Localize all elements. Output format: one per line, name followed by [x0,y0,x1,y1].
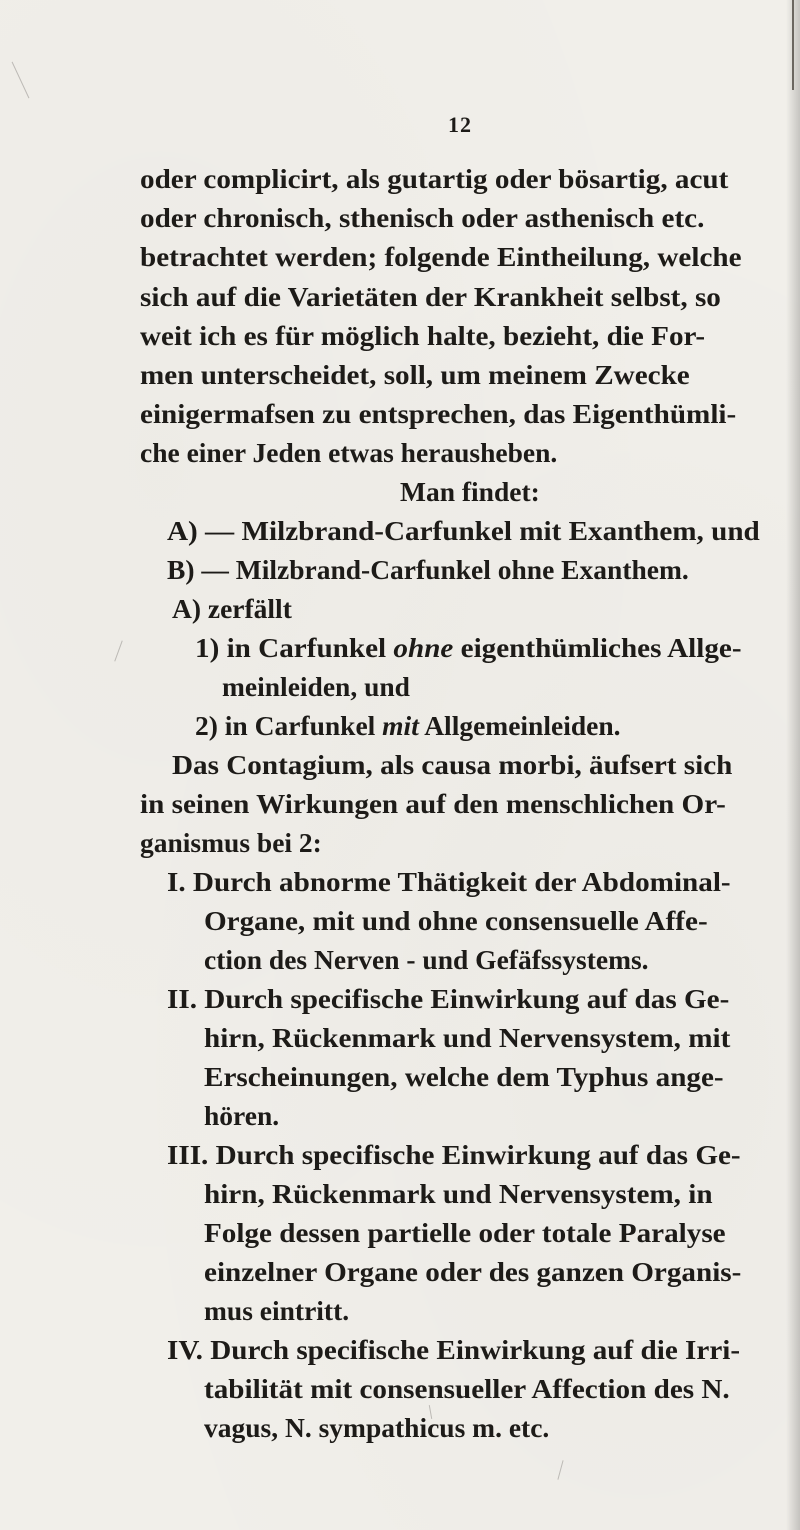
text-line [140,400,736,428]
text-line [140,165,728,193]
text-segment: ction des Nerven - und Gefäfssystems. [204,944,649,975]
text-segment: Allgemeinleiden. [418,710,621,741]
text-segment: mus eintritt. [204,1295,350,1326]
text-line [172,595,292,623]
page-edge-shadow [786,0,800,1530]
scan-mark [114,640,122,661]
text-line [140,361,690,389]
text-line [167,1336,740,1364]
text-line [195,634,742,662]
text-line [140,439,557,467]
text-segment: 2) in Carfunkel [195,710,383,741]
text-segment: B) — Milzbrand-Carfunkel ohne Exanthem. [167,554,689,585]
text-line [140,790,726,818]
text-segment: weit ich es für möglich halte, bezieht, die For- [140,320,706,351]
text-segment: tabilität mit consensueller Affection des N. [204,1373,730,1404]
text-line [204,1024,730,1052]
scan-mark [557,1460,563,1480]
text-line [204,1297,349,1325]
text-line [140,204,704,232]
text-segment: che einer Jeden etwas herausheben. [140,437,558,468]
text-line [140,243,742,271]
text-segment: in seinen Wirkungen auf den menschlichen Or- [140,788,726,819]
text-segment: hören. [204,1100,280,1131]
text-line [204,1219,726,1247]
text-line [204,1414,549,1442]
text-line [204,1258,741,1286]
text-line [204,1375,730,1403]
text-segment: II. Durch specifische Einwirkung auf das Ge- [167,983,730,1014]
text-segment: IV. Durch specifische Einwirkung auf die Irri- [167,1334,741,1365]
text-segment: ganismus bei 2: [140,827,322,858]
text-line [167,556,689,584]
text-segment: Folge dessen partielle oder totale Paralyse [204,1217,726,1248]
text-segment: hirn, Rückenmark und Nervensystem, in [204,1178,713,1209]
text-segment: Man findet: [400,476,540,507]
text-line [167,1141,741,1169]
page-edge-line [792,0,794,90]
text-segment: einigermafsen zu entsprechen, das Eigenthümli- [140,398,737,429]
text-segment: Organe, mit und ohne consensuelle Affe- [204,905,708,936]
text-line [167,517,760,545]
text-line [195,712,621,740]
text-segment: betrachtet werden; folgende Eintheilung, welche [140,241,742,272]
text-segment: A) — Milzbrand-Carfunkel mit Exanthem, und [167,515,760,546]
text-segment: eigenthümliches Allge- [453,632,742,663]
text-line [167,868,731,896]
text-segment: sich auf die Varietäten der Krankheit selbst, so [140,281,721,312]
text-line [222,673,410,701]
text-line [204,1102,279,1130]
text-line [172,751,732,779]
text-segment: vagus, N. sympathicus m. etc. [204,1412,550,1443]
text-line [140,829,322,857]
text-segment: men unterscheidet, soll, um meinem Zwecke [140,359,690,390]
text-line [204,1180,713,1208]
text-segment: meinleiden, und [222,671,410,702]
text-line [140,322,705,350]
italic-word: ohne [393,632,454,663]
italic-word: mit [382,710,419,741]
text-segment: 1) in Carfunkel [195,632,394,663]
scan-mark [12,62,30,99]
text-segment: Das Contagium, als causa morbi, äufsert sich [172,749,733,780]
text-segment: einzelner Organe oder des ganzen Organis- [204,1256,742,1287]
text-segment: hirn, Rückenmark und Nervensystem, mit [204,1022,731,1053]
text-line [204,907,708,935]
text-line [400,478,540,506]
text-segment: III. Durch specifische Einwirkung auf das Ge- [167,1139,741,1170]
text-line [140,283,721,311]
text-segment: A) zerfällt [172,593,292,624]
text-segment: oder chronisch, sthenisch oder asthenisch etc. [140,202,705,233]
text-segment: Erscheinungen, welche dem Typhus ange- [204,1061,724,1092]
text-line [204,1063,724,1091]
page-number: 12 [448,112,472,137]
text-line [204,946,649,974]
text-line [167,985,729,1013]
text-segment: I. Durch abnorme Thätigkeit der Abdominal- [167,866,731,897]
text-segment: oder complicirt, als gutartig oder bösartig, acut [140,163,729,194]
